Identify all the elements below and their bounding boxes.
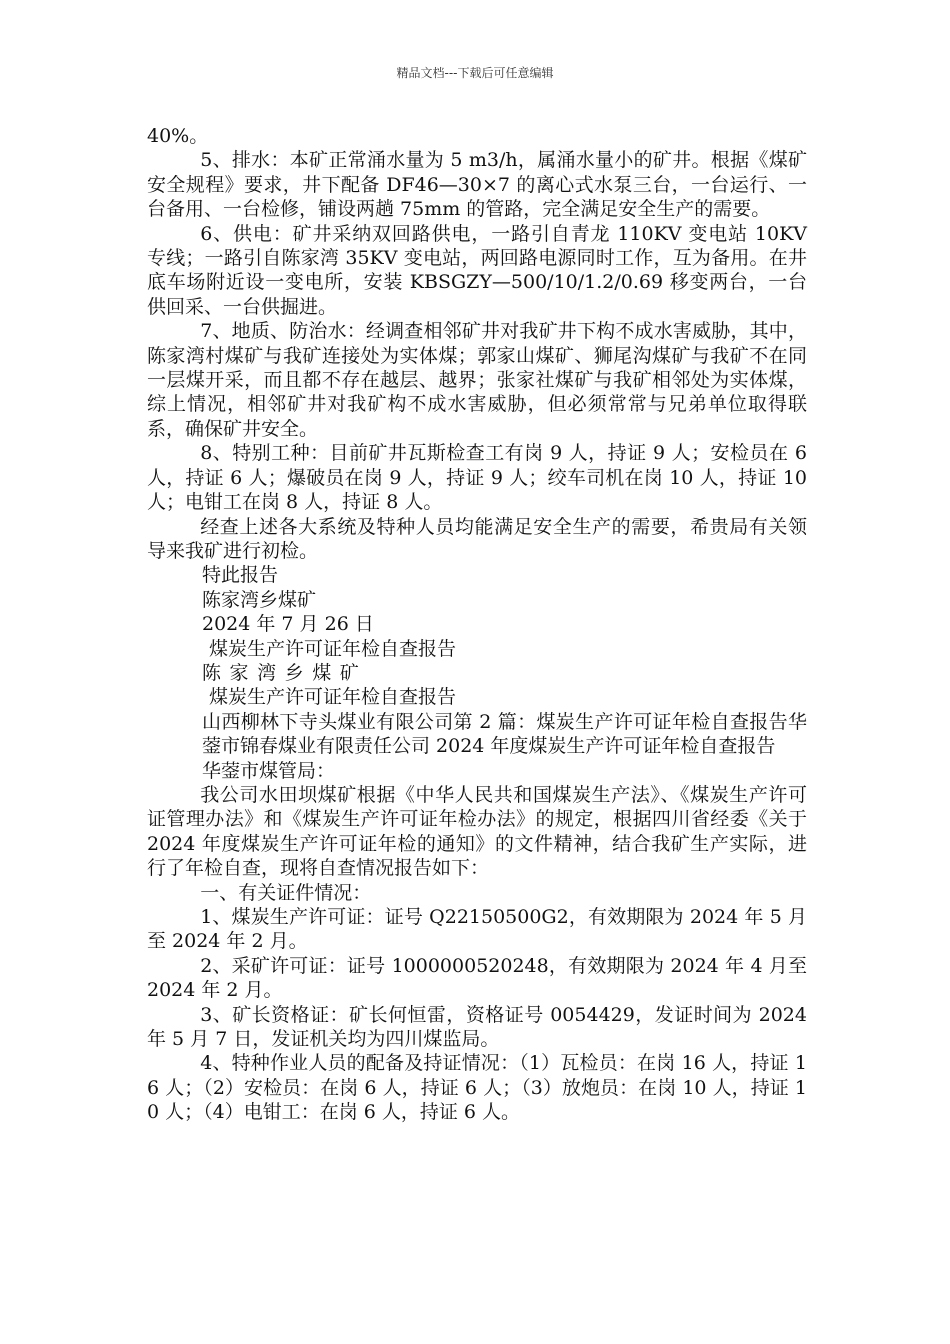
salutation: 华蓥市煤管局： <box>202 759 336 782</box>
paragraph: 5、排水：本矿正常涌水量为 5 m3/h，属涌水量小的矿井。根据《煤矿安全规程》要求，井下配备 DF46—30×7 的离心式水泵三台，一台运行、一台备用、一台检修，铺设两趟 75mm 的管路，完全满足安全生产的需要。 <box>147 149 807 221</box>
report-title: 煤炭生产许可证年检自查报告 <box>209 637 457 660</box>
report-title: 煤炭生产许可证年检自查报告 <box>209 686 457 709</box>
closing-line: 特此报告 <box>202 564 279 587</box>
paragraph: 山西柳林下寺头煤业有限公司第 2 篇：煤炭生产许可证年检自查报告华蓥市锦春煤业有限责任公司 2024 年度煤炭生产许可证年检自查报告 <box>202 710 807 758</box>
paragraph: 2、采矿许可证：证号 1000000520248，有效期限为 2024 年 4 月至 2024 年 2 月。 <box>147 954 807 1002</box>
paragraph: 3、矿长资格证：矿长何恒雷，资格证号 0054429，发证时间为 2024 年 5 月 7 日，发证机关均为四川煤监局。 <box>147 1003 807 1051</box>
paragraph: 8、特别工种：目前矿井瓦斯检查工有岗 9 人，持证 9 人；安检员在 6 人，持证 6 人；爆破员在岗 9 人，持证 9 人；绞车司机在岗 10 人，持证 10 人；电钳工在岗 8 人，持证 8 人。 <box>147 442 807 514</box>
page-header: 精品文档---下载后可任意编辑 <box>396 66 554 80</box>
paragraph: 7、地质、防治水：经调查相邻矿井对我矿井下构不成水害威胁，其中，陈家湾村煤矿与我矿连接处为实体煤；郭家山煤矿、狮尾沟煤矿与我矿不在同一层煤开采，而且都不存在越层、越界；张家社煤矿与我矿相邻处为实体煤，综上情况，相邻矿井对我矿构不成水害威胁，但必须常常与兄弟单位取得联系，确保矿井安全。 <box>147 320 807 440</box>
section-heading: 一、有关证件情况： <box>200 881 372 904</box>
paragraph: 经查上述各大系统及特种人员均能满足安全生产的需要，希贵局有关领导来我矿进行初检。 <box>147 515 807 562</box>
signature-date: 2024 年 7 月 26 日 <box>202 613 374 636</box>
paragraph: 6、供电：矿井采纳双回路供电，一路引自青龙 110KV 变电站 10KV 专线；一路引自陈家湾 35KV 变电站，两回路电源同时工作，互为备用。在井底车场附近设一变电所，安装 KBSGZY—500/10/1.2/0.69 移变两台，一台供回采、一台供掘进。 <box>147 222 807 318</box>
document-body <box>147 124 807 1125</box>
paragraph: 4、特种作业人员的配备及持证情况：（1）瓦检员：在岗 16 人，持证 16 人；（2）安检员：在岗 6 人，持证 6 人；（3）放炮员：在岗 10 人，持证 10 人；（4）电钳工：在岗 6 人，持证 6 人。 <box>147 1052 807 1124</box>
report-org: 陈家湾乡煤矿 <box>202 661 368 684</box>
signature-org: 陈家湾乡煤矿 <box>202 588 317 611</box>
paragraph: 我公司水田坝煤矿根据《中华人民共和国煤炭生产法》、《煤炭生产许可证管理办法》和《煤炭生产许可证年检办法》的规定，根据四川省经委《关于 2024 年度煤炭生产许可证年检的通知》的文件精神，结合我矿生产实际，进行了年检自查，现将自查情况报告如下： <box>147 783 807 880</box>
paragraph: 40%。 <box>147 125 209 147</box>
paragraph: 1、煤炭生产许可证：证号 Q22150500G2，有效期限为 2024 年 5 月至 2024 年 2 月。 <box>147 906 807 953</box>
